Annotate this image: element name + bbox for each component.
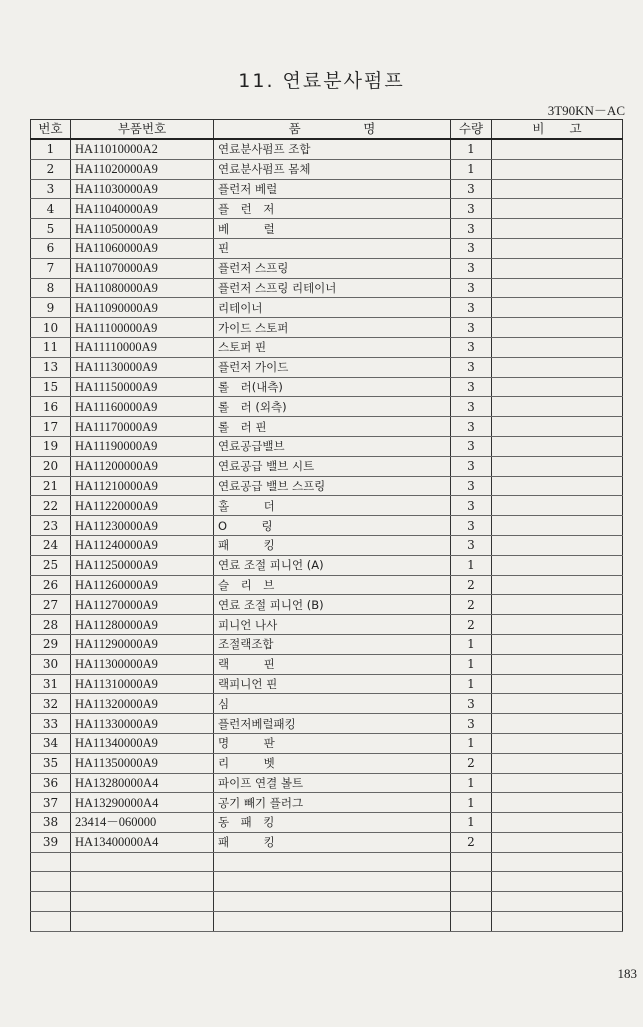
parts-table-body bbox=[31, 139, 623, 931]
row-number: 33 bbox=[31, 714, 71, 734]
table-row bbox=[31, 318, 623, 338]
part-number: HA11330000A9 bbox=[71, 714, 214, 734]
table-row bbox=[31, 159, 623, 179]
quantity: 3 bbox=[451, 456, 492, 476]
row-number: 20 bbox=[31, 456, 71, 476]
row-number: 37 bbox=[31, 793, 71, 813]
remark bbox=[492, 456, 623, 476]
quantity: 3 bbox=[451, 337, 492, 357]
table-row bbox=[31, 832, 623, 852]
quantity: 3 bbox=[451, 417, 492, 437]
row-number: 6 bbox=[31, 238, 71, 258]
quantity: 3 bbox=[451, 476, 492, 496]
row-number: 13 bbox=[31, 357, 71, 377]
part-number: HA11150000A9 bbox=[71, 377, 214, 397]
row-number: 17 bbox=[31, 417, 71, 437]
part-name: 플런저 가이드 bbox=[214, 357, 451, 377]
part-name: 패 킹 bbox=[214, 832, 451, 852]
remark bbox=[492, 298, 623, 318]
quantity: 2 bbox=[451, 575, 492, 595]
remark bbox=[492, 199, 623, 219]
table-row bbox=[31, 417, 623, 437]
remark bbox=[492, 733, 623, 753]
table-row bbox=[31, 397, 623, 417]
part-number: HA11010000A2 bbox=[71, 139, 214, 159]
quantity: 1 bbox=[451, 793, 492, 813]
row-number: 38 bbox=[31, 813, 71, 833]
table-row bbox=[31, 575, 623, 595]
row-number: 25 bbox=[31, 555, 71, 575]
part-name: 연료 조절 피니언 (B) bbox=[214, 595, 451, 615]
table-row bbox=[31, 516, 623, 536]
remark bbox=[492, 238, 623, 258]
quantity: 3 bbox=[451, 496, 492, 516]
table-row bbox=[31, 436, 623, 456]
remark bbox=[492, 793, 623, 813]
table-row bbox=[31, 694, 623, 714]
quantity: 3 bbox=[451, 516, 492, 536]
row-number: 34 bbox=[31, 733, 71, 753]
table-row bbox=[31, 872, 623, 892]
part-number: HA11300000A9 bbox=[71, 654, 214, 674]
part-name: 리 벳 bbox=[214, 753, 451, 773]
part-name: 홀 더 bbox=[214, 496, 451, 516]
row-number: 30 bbox=[31, 654, 71, 674]
row-number bbox=[31, 872, 71, 892]
part-name: 랙 핀 bbox=[214, 654, 451, 674]
remark bbox=[492, 436, 623, 456]
part-number: HA11110000A9 bbox=[71, 337, 214, 357]
quantity: 3 bbox=[451, 219, 492, 239]
table-row bbox=[31, 892, 623, 912]
row-number bbox=[31, 912, 71, 932]
table-row bbox=[31, 595, 623, 615]
row-number: 22 bbox=[31, 496, 71, 516]
remark bbox=[492, 813, 623, 833]
table-row bbox=[31, 714, 623, 734]
part-number: HA11190000A9 bbox=[71, 436, 214, 456]
quantity: 1 bbox=[451, 555, 492, 575]
header-no: 번호 bbox=[31, 120, 71, 140]
row-number: 4 bbox=[31, 199, 71, 219]
table-row bbox=[31, 238, 623, 258]
part-name: 연료 조절 피니언 (A) bbox=[214, 555, 451, 575]
row-number: 11 bbox=[31, 337, 71, 357]
part-number: HA11200000A9 bbox=[71, 456, 214, 476]
table-row bbox=[31, 535, 623, 555]
part-number: HA11250000A9 bbox=[71, 555, 214, 575]
part-name: 롤 러 핀 bbox=[214, 417, 451, 437]
table-row bbox=[31, 199, 623, 219]
remark bbox=[492, 892, 623, 912]
row-number: 2 bbox=[31, 159, 71, 179]
table-row bbox=[31, 377, 623, 397]
row-number: 31 bbox=[31, 674, 71, 694]
quantity bbox=[451, 872, 492, 892]
part-number: HA11020000A9 bbox=[71, 159, 214, 179]
part-name: 연료공급밸브 bbox=[214, 436, 451, 456]
remark bbox=[492, 575, 623, 595]
part-name: 명 판 bbox=[214, 733, 451, 753]
remark bbox=[492, 496, 623, 516]
row-number bbox=[31, 892, 71, 912]
remark bbox=[492, 555, 623, 575]
part-number: HA11260000A9 bbox=[71, 575, 214, 595]
row-number: 35 bbox=[31, 753, 71, 773]
part-name: 피니언 나사 bbox=[214, 615, 451, 635]
part-name bbox=[214, 892, 451, 912]
remark bbox=[492, 159, 623, 179]
part-number: HA11310000A9 bbox=[71, 674, 214, 694]
part-name: 가이드 스토퍼 bbox=[214, 318, 451, 338]
header-part-no: 부품번호 bbox=[71, 120, 214, 140]
part-number: HA13290000A4 bbox=[71, 793, 214, 813]
row-number: 32 bbox=[31, 694, 71, 714]
table-row bbox=[31, 615, 623, 635]
part-number: HA11340000A9 bbox=[71, 733, 214, 753]
row-number bbox=[31, 852, 71, 872]
remark bbox=[492, 357, 623, 377]
quantity: 1 bbox=[451, 813, 492, 833]
part-number bbox=[71, 852, 214, 872]
remark bbox=[492, 179, 623, 199]
quantity: 3 bbox=[451, 357, 492, 377]
quantity bbox=[451, 852, 492, 872]
table-header-row bbox=[31, 120, 623, 140]
part-number: HA11050000A9 bbox=[71, 219, 214, 239]
quantity: 1 bbox=[451, 139, 492, 159]
part-name: 조절랙조합 bbox=[214, 634, 451, 654]
part-number bbox=[71, 892, 214, 912]
quantity: 1 bbox=[451, 654, 492, 674]
table-row bbox=[31, 773, 623, 793]
table-row bbox=[31, 219, 623, 239]
row-number: 16 bbox=[31, 397, 71, 417]
row-number: 23 bbox=[31, 516, 71, 536]
part-number: HA11160000A9 bbox=[71, 397, 214, 417]
row-number: 26 bbox=[31, 575, 71, 595]
table-row bbox=[31, 298, 623, 318]
row-number: 21 bbox=[31, 476, 71, 496]
table-row bbox=[31, 139, 623, 159]
part-name: 플 런 저 bbox=[214, 199, 451, 219]
part-name: 심 bbox=[214, 694, 451, 714]
part-name: 플런저베럴패킹 bbox=[214, 714, 451, 734]
part-name: 롤 러(내측) bbox=[214, 377, 451, 397]
part-number: HA11060000A9 bbox=[71, 238, 214, 258]
part-name: 슬 리 브 bbox=[214, 575, 451, 595]
quantity: 1 bbox=[451, 159, 492, 179]
table-row bbox=[31, 733, 623, 753]
part-name: 연료공급 밸브 시트 bbox=[214, 456, 451, 476]
table-row bbox=[31, 674, 623, 694]
remark bbox=[492, 535, 623, 555]
quantity: 1 bbox=[451, 674, 492, 694]
quantity: 3 bbox=[451, 436, 492, 456]
quantity: 3 bbox=[451, 238, 492, 258]
row-number: 39 bbox=[31, 832, 71, 852]
part-name: O 링 bbox=[214, 516, 451, 536]
quantity: 3 bbox=[451, 318, 492, 338]
part-name: 플런저 스프링 bbox=[214, 258, 451, 278]
part-number: HA11030000A9 bbox=[71, 179, 214, 199]
remark bbox=[492, 258, 623, 278]
quantity: 2 bbox=[451, 832, 492, 852]
table-row bbox=[31, 793, 623, 813]
quantity: 3 bbox=[451, 179, 492, 199]
part-number bbox=[71, 912, 214, 932]
part-name: 연료분사펌프 조합 bbox=[214, 139, 451, 159]
part-name: 베 럴 bbox=[214, 219, 451, 239]
page-number: 183 bbox=[617, 966, 637, 981]
row-number: 19 bbox=[31, 436, 71, 456]
row-number: 7 bbox=[31, 258, 71, 278]
part-number: HA11070000A9 bbox=[71, 258, 214, 278]
remark bbox=[492, 674, 623, 694]
part-number: HA13400000A4 bbox=[71, 832, 214, 852]
parts-table bbox=[30, 119, 623, 932]
table-row bbox=[31, 813, 623, 833]
quantity bbox=[451, 912, 492, 932]
row-number: 15 bbox=[31, 377, 71, 397]
part-number: HA11090000A9 bbox=[71, 298, 214, 318]
table-row bbox=[31, 357, 623, 377]
quantity: 3 bbox=[451, 694, 492, 714]
part-name: 파이프 연결 볼트 bbox=[214, 773, 451, 793]
part-name: 롤 러 (외측) bbox=[214, 397, 451, 417]
row-number: 9 bbox=[31, 298, 71, 318]
part-number: HA11290000A9 bbox=[71, 634, 214, 654]
quantity: 3 bbox=[451, 298, 492, 318]
part-name: 핀 bbox=[214, 238, 451, 258]
part-name: 스토퍼 핀 bbox=[214, 337, 451, 357]
quantity: 3 bbox=[451, 714, 492, 734]
remark bbox=[492, 753, 623, 773]
quantity: 3 bbox=[451, 278, 492, 298]
table-row bbox=[31, 555, 623, 575]
quantity: 2 bbox=[451, 753, 492, 773]
quantity: 2 bbox=[451, 595, 492, 615]
part-name: 플런저 베럴 bbox=[214, 179, 451, 199]
remark bbox=[492, 714, 623, 734]
part-name: 리테이너 bbox=[214, 298, 451, 318]
part-number: HA11230000A9 bbox=[71, 516, 214, 536]
row-number: 27 bbox=[31, 595, 71, 615]
table-row bbox=[31, 476, 623, 496]
page-title: 11. 연료분사펌프 bbox=[238, 70, 405, 92]
row-number: 5 bbox=[31, 219, 71, 239]
row-number: 3 bbox=[31, 179, 71, 199]
part-name: 동 패 킹 bbox=[214, 813, 451, 833]
part-number: HA13280000A4 bbox=[71, 773, 214, 793]
part-name bbox=[214, 912, 451, 932]
part-name bbox=[214, 872, 451, 892]
row-number: 29 bbox=[31, 634, 71, 654]
part-number: HA11270000A9 bbox=[71, 595, 214, 615]
part-name: 패 킹 bbox=[214, 535, 451, 555]
table-row bbox=[31, 912, 623, 932]
part-number: HA11350000A9 bbox=[71, 753, 214, 773]
part-number: HA11240000A9 bbox=[71, 535, 214, 555]
table-row bbox=[31, 634, 623, 654]
remark bbox=[492, 634, 623, 654]
table-row bbox=[31, 852, 623, 872]
remark bbox=[492, 872, 623, 892]
quantity: 1 bbox=[451, 634, 492, 654]
header-remark: 비 고 bbox=[492, 120, 623, 140]
remark bbox=[492, 139, 623, 159]
part-number: HA11220000A9 bbox=[71, 496, 214, 516]
row-number: 24 bbox=[31, 535, 71, 555]
header-qty: 수량 bbox=[451, 120, 492, 140]
table-row bbox=[31, 753, 623, 773]
quantity: 1 bbox=[451, 733, 492, 753]
remark bbox=[492, 337, 623, 357]
remark bbox=[492, 417, 623, 437]
table-row bbox=[31, 258, 623, 278]
part-name: 연료분사펌프 몸체 bbox=[214, 159, 451, 179]
remark bbox=[492, 694, 623, 714]
remark bbox=[492, 278, 623, 298]
part-number: HA11130000A9 bbox=[71, 357, 214, 377]
remark bbox=[492, 912, 623, 932]
remark bbox=[492, 476, 623, 496]
remark bbox=[492, 595, 623, 615]
part-number: HA11080000A9 bbox=[71, 278, 214, 298]
row-number: 1 bbox=[31, 139, 71, 159]
quantity: 3 bbox=[451, 199, 492, 219]
table-row bbox=[31, 278, 623, 298]
part-name: 플런저 스프링 리테이너 bbox=[214, 278, 451, 298]
part-number: HA11280000A9 bbox=[71, 615, 214, 635]
quantity: 3 bbox=[451, 258, 492, 278]
quantity: 3 bbox=[451, 535, 492, 555]
row-number: 28 bbox=[31, 615, 71, 635]
part-number bbox=[71, 872, 214, 892]
quantity: 1 bbox=[451, 773, 492, 793]
table-row bbox=[31, 337, 623, 357]
row-number: 36 bbox=[31, 773, 71, 793]
part-name: 랙피니언 핀 bbox=[214, 674, 451, 694]
part-number: 23414－060000 bbox=[71, 813, 214, 833]
remark bbox=[492, 219, 623, 239]
remark bbox=[492, 615, 623, 635]
part-number: HA11040000A9 bbox=[71, 199, 214, 219]
remark bbox=[492, 832, 623, 852]
remark bbox=[492, 318, 623, 338]
quantity: 3 bbox=[451, 377, 492, 397]
remark bbox=[492, 377, 623, 397]
part-number: HA11170000A9 bbox=[71, 417, 214, 437]
part-name: 연료공급 밸브 스프링 bbox=[214, 476, 451, 496]
table-row bbox=[31, 496, 623, 516]
part-number: HA11210000A9 bbox=[71, 476, 214, 496]
header-name: 품 명 bbox=[214, 120, 451, 140]
row-number: 8 bbox=[31, 278, 71, 298]
table-row bbox=[31, 179, 623, 199]
table-row bbox=[31, 456, 623, 476]
remark bbox=[492, 654, 623, 674]
model-code: 3T90KN－AC bbox=[547, 103, 625, 118]
table-row bbox=[31, 654, 623, 674]
remark bbox=[492, 516, 623, 536]
quantity: 2 bbox=[451, 615, 492, 635]
remark bbox=[492, 773, 623, 793]
part-number: HA11100000A9 bbox=[71, 318, 214, 338]
part-name bbox=[214, 852, 451, 872]
remark bbox=[492, 397, 623, 417]
part-name: 공기 빼기 플러그 bbox=[214, 793, 451, 813]
quantity bbox=[451, 892, 492, 912]
row-number: 10 bbox=[31, 318, 71, 338]
quantity: 3 bbox=[451, 397, 492, 417]
remark bbox=[492, 852, 623, 872]
part-number: HA11320000A9 bbox=[71, 694, 214, 714]
